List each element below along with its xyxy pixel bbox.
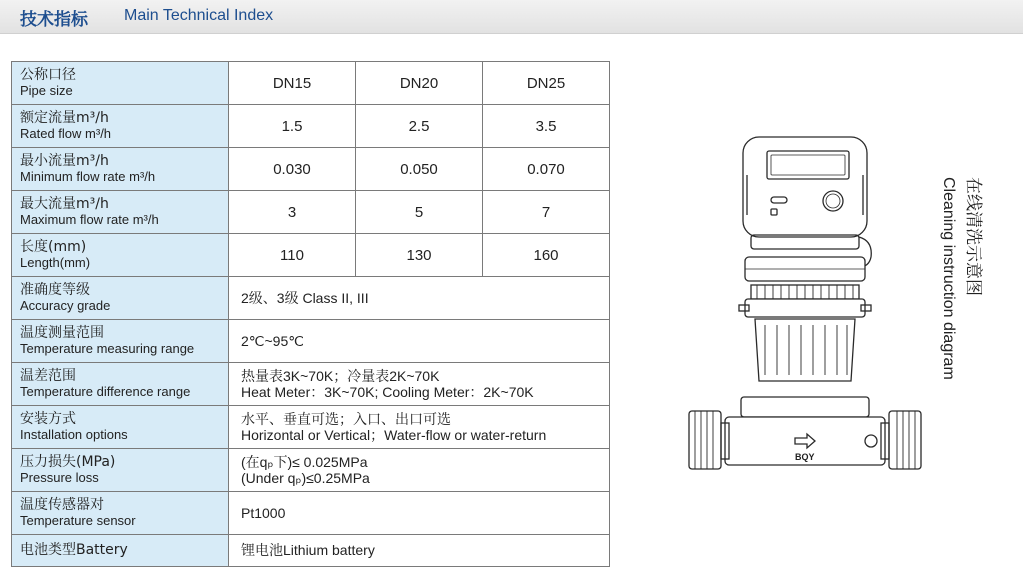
table-row [12, 277, 610, 320]
table-cell: 110 [229, 234, 356, 277]
header-title-cn: 技术指标 [20, 10, 88, 30]
row-label: 准确度等级 Accuracy grade [12, 277, 229, 320]
table-row [12, 535, 610, 567]
meter-diagram [685, 135, 925, 480]
caption-cn: 在线清洗示意图 [963, 177, 983, 296]
body-top [741, 397, 869, 417]
cell-dn25: DN25 [483, 62, 610, 105]
row-label: 公称口径 Pipe size [12, 62, 229, 105]
header-title-en: Main Technical Index [124, 7, 274, 24]
table-cell: 2.5 [356, 105, 483, 148]
row-label: 最大流量m³/h Maximum flow rate m³/h [12, 191, 229, 234]
table-row [12, 148, 610, 191]
row-label: 温差范围 Temperature difference range [12, 363, 229, 406]
row-label: 安装方式 Installation options [12, 406, 229, 449]
spec-table [11, 61, 610, 567]
row-label: 温度测量范围 Temperature measuring range [12, 320, 229, 363]
row-label: 额定流量m³/h Rated flow m³/h [12, 105, 229, 148]
table-cell: 5 [356, 191, 483, 234]
table-row [12, 62, 610, 105]
table-cell-wide: (在qₚ下)≤ 0.025MPa (Under qₚ)≤0.25MPa [229, 449, 610, 492]
table-cell: 0.070 [483, 148, 610, 191]
body-mark: BQY [795, 452, 815, 462]
table-row [12, 449, 610, 492]
table-cell: 3.5 [483, 105, 610, 148]
table-cell-wide: 锂电池Lithium battery [229, 535, 610, 567]
table-cell: 7 [483, 191, 610, 234]
cell-dn15: DN15 [229, 62, 356, 105]
table-row [12, 105, 610, 148]
row-label: 长度(mm) Length(mm) [12, 234, 229, 277]
diagram-caption [930, 175, 990, 435]
cell-dn20: DN20 [356, 62, 483, 105]
table-cell: 130 [356, 234, 483, 277]
flow-insert [755, 319, 855, 381]
table-cell-wide: 2℃~95℃ [229, 320, 610, 363]
table-cell: 3 [229, 191, 356, 234]
row-label: 最小流量m³/h Minimum flow rate m³/h [12, 148, 229, 191]
table-row [12, 320, 610, 363]
row-label: 电池类型Battery [12, 535, 229, 567]
outlet-thread [889, 411, 921, 469]
table-row [12, 191, 610, 234]
table-cell: 1.5 [229, 105, 356, 148]
table-cell-wide: 热量表3K~70K；冷量表2K~70K Heat Meter：3K~70K; Cooling Meter：2K~70K [229, 363, 610, 406]
table-cell: 160 [483, 234, 610, 277]
section-header [0, 0, 1023, 34]
row-label: 压力损失(MPa) Pressure loss [12, 449, 229, 492]
row-label: 温度传感器对 Temperature sensor [12, 492, 229, 535]
caption-en: Cleaning instruction diagram [940, 177, 957, 380]
table-cell-wide: 水平、垂直可选；入口、出口可选 Horizontal or Vertical；Water-flow or water-return [229, 406, 610, 449]
table-row [12, 363, 610, 406]
inlet-thread [689, 411, 721, 469]
table-row [12, 406, 610, 449]
table-cell: 0.050 [356, 148, 483, 191]
table-cell-wide: 2级、3级 Class II, III [229, 277, 610, 320]
table-row [12, 234, 610, 277]
union-nut [745, 299, 865, 317]
table-cell-wide: Pt1000 [229, 492, 610, 535]
table-row [12, 492, 610, 535]
table-cell: 0.030 [229, 148, 356, 191]
